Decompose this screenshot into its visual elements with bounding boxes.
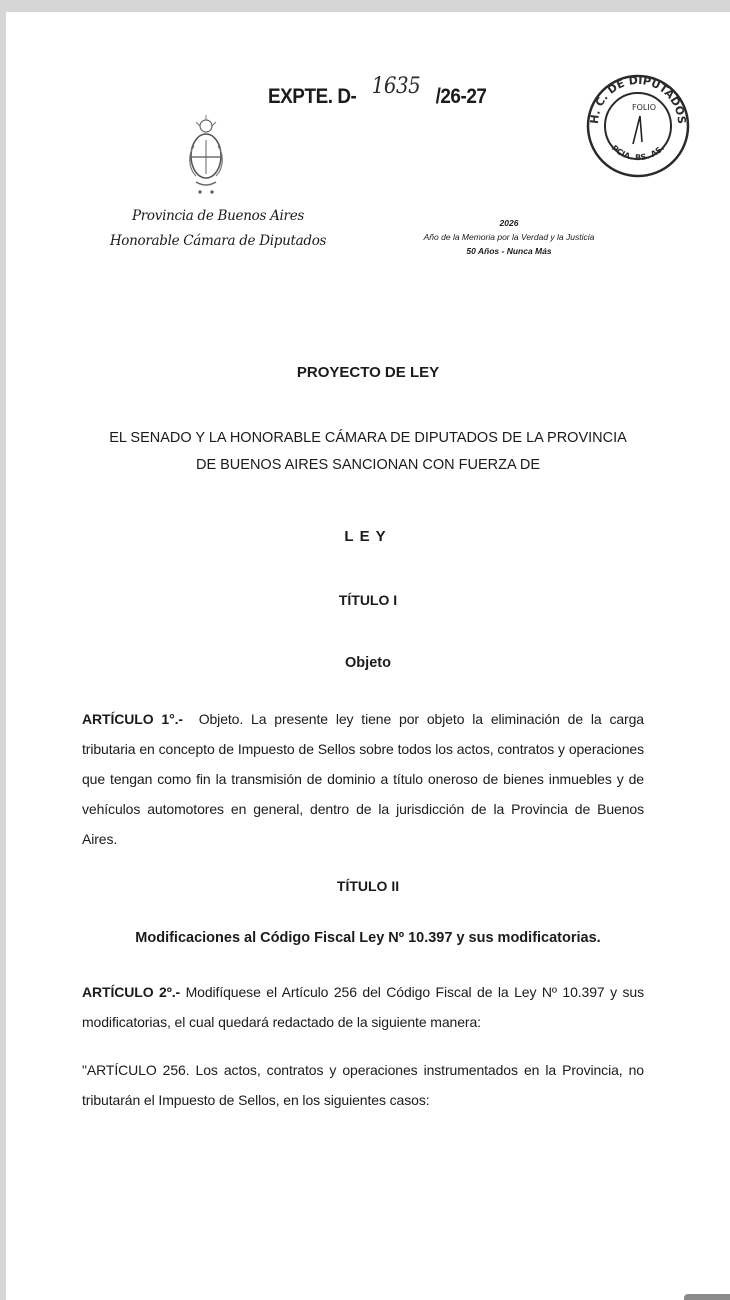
modificaciones-heading: Modificaciones al Código Fiscal Ley Nº 10.397 y sus modificatorias. [135, 930, 601, 946]
article-2-label: ARTÍCULO 2º.- [82, 984, 181, 1000]
enacting-clause: EL SENADO Y LA HONORABLE CÁMARA DE DIPUTADOS DE LA PROVINCIA DE BUENOS AIRES SANCIONAN CON FUERZA DE [109, 430, 627, 473]
folio-stamp [584, 58, 692, 195]
expediente-number [268, 74, 487, 109]
titulo-2-heading: TÍTULO II [336, 878, 400, 894]
year-motto: Año de la Memoria por la Verdad y la Justicia [423, 232, 595, 242]
year-motto-secondary: 50 Años - Nunca Más [466, 246, 552, 256]
article-1 [82, 704, 644, 854]
document-title: PROYECTO DE LEY [296, 364, 440, 381]
article-1-label: ARTÍCULO 1°.- [82, 711, 183, 727]
document-page [6, 12, 730, 1300]
svg-text:H. C. DE DIPUTADOS [588, 74, 688, 125]
year-number: 2026 [499, 218, 519, 228]
province-crest-icon [184, 112, 228, 201]
chamber-name: Honorable Cámara de Diputados [109, 233, 327, 249]
ley-heading: LEY [344, 528, 392, 545]
article-1-text: Objeto. La presente ley tiene por objeto la eliminación de la carga tributaria en concepto de Impuesto de Sellos sobre todos los actos, contratos y operaciones que tengan como fin la transmisión de dominio a título oneroso de bienes inmuebles y de vehículos automotores en general, dentro de la jurisdicción de la Provincia de Buenos Aires. [82, 711, 644, 847]
stamp-bottom-text: PCIA. BS. AS. [609, 143, 667, 163]
expediente-handwritten-number: 1635 [371, 74, 421, 99]
expediente-prefix: EXPTE. D- [268, 85, 357, 108]
letterhead-institution [98, 204, 338, 254]
objeto-heading: Objeto [345, 655, 391, 671]
article-2 [82, 977, 644, 1037]
titulo-1-heading: TÍTULO I [338, 592, 398, 608]
stamp-handwritten-mark [633, 116, 642, 144]
stamp-folio-label: FOLIO [631, 103, 657, 112]
article-2-text: Modifíquese el Artículo 256 del Código Fiscal de la Ley Nº 10.397 y sus modificatorias, el cual quedará redactado de la siguiente manera: [82, 984, 644, 1030]
province-name: Provincia de Buenos Aires [131, 208, 305, 224]
year-legend [404, 216, 614, 258]
stamp-top-text: H. C. DE DIPUTADOS [587, 73, 689, 125]
expediente-suffix: /26-27 [435, 85, 487, 108]
svg-text:PCIA. BS. AS. [610, 143, 666, 162]
article-256-quote: "ARTÍCULO 256. Los actos, contratos y operaciones instrumentados en la Provincia, no tributarán el Impuesto de Sellos, en los siguientes casos: [82, 1062, 644, 1108]
scroll-handle[interactable] [684, 1294, 730, 1300]
